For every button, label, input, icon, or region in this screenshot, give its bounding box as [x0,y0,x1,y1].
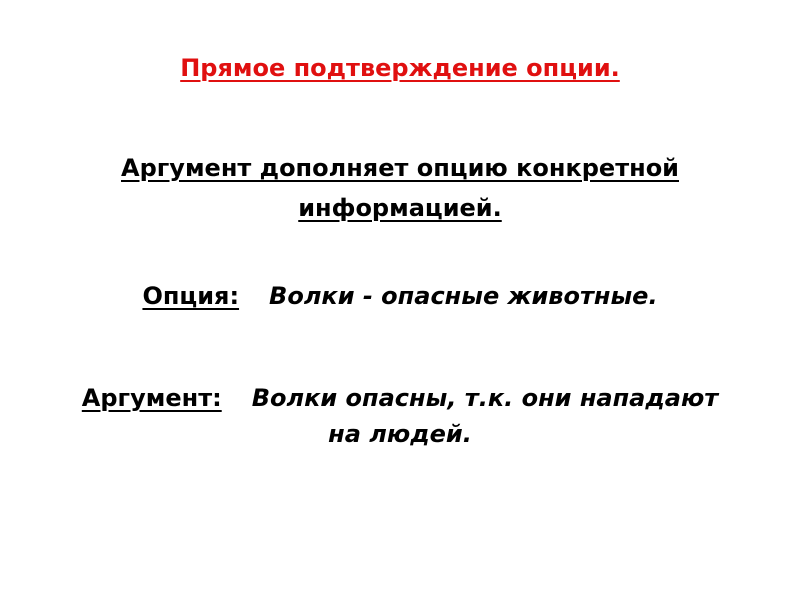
argument-row [0,380,800,452]
slide-title [0,54,800,82]
option-label: Опция: [142,282,240,310]
slide-title-text: Прямое подтверждение опции. [180,54,620,82]
statement-line-1: Аргумент дополняет опцию конкретной [121,154,679,182]
argument-value-line-1: Волки опасны, т.к. они нападают [251,384,719,412]
option-row [0,282,800,310]
statement-line-2: информацией. [298,194,502,222]
argument-value-line-2: на людей. [328,420,472,448]
statement [0,148,800,228]
option-value: Волки - опасные животные. [269,282,658,310]
argument-label: Аргумент: [81,384,222,412]
